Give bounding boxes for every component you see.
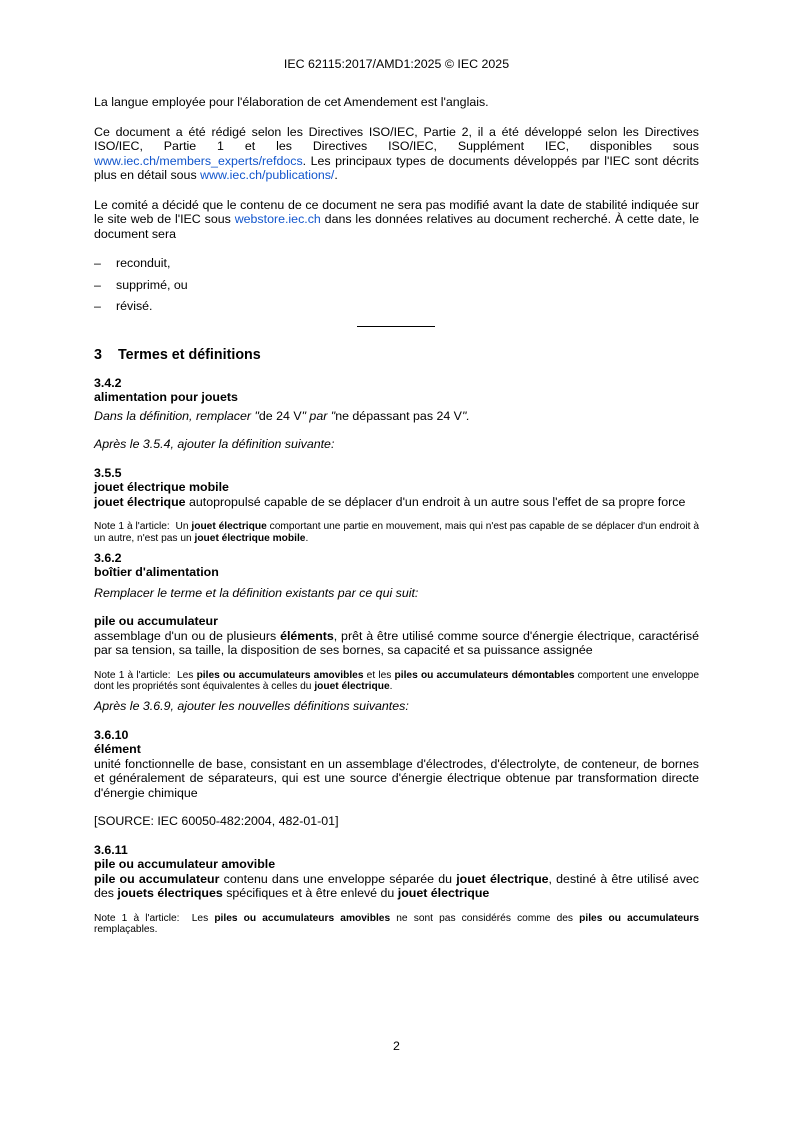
directives-paragraph: Ce document a été rédigé selon les Directives ISO/IEC, Partie 2, il a été développé selon les Directives ISO/IEC, Partie 1 et les Directives ISO/IEC, Supplément IEC, disponibles sous www.iec.ch/members_experts/refdocs. Les principaux types de documents développés par l'IEC sont décrits plus en détail sous www.iec.ch/publications/. — [94, 124, 699, 182]
page-number: 2 — [393, 1039, 400, 1053]
stability-paragraph: Le comité a décidé que le contenu de ce document ne sera pas modifié avant la date de stabilité indiquée sur le site web de l'IEC sous webstore.iec.ch dans les données relatives au document recherché. À cette date, le document sera — [94, 197, 699, 241]
term-title-3-5-5: jouet électrique mobile — [94, 480, 229, 494]
instruction-3-4-2: Dans la définition, remplacer "de 24 V" par "ne dépassant pas 24 V". — [94, 408, 470, 423]
term-number-3-5-5: 3.5.5 — [94, 465, 122, 480]
term-title-3-4-2: alimentation pour jouets — [94, 390, 238, 404]
instruction-after-3-5-4: Après le 3.5.4, ajouter la définition suivante: — [94, 437, 335, 451]
term-number-3-6-11: 3.6.11 — [94, 842, 128, 857]
definition-3-6-2: assemblage d'un ou de plusieurs éléments, prêt à être utilisé comme source d'énergie électrique, caractérisé par sa tension, sa taille, la disposition de ses bornes, sa capacité et sa puissance assignée — [94, 628, 699, 658]
publications-link[interactable]: www.iec.ch/publications/ — [200, 168, 335, 182]
note-3-6-2: Note 1 à l'article: Les piles ou accumulateurs amovibles et les piles ou accumulateurs démontables comportent une enveloppe dont les propriétés sont équivalentes à celles du jouet électrique. — [94, 669, 699, 693]
definition-3-5-5: jouet électrique autopropulsé capable de se déplacer d'un endroit à un autre sous l'effet de sa propre force — [94, 494, 686, 509]
source-3-6-10: [SOURCE: IEC 60050-482:2004, 482-01-01] — [94, 814, 339, 829]
list-item: – reconduit, — [94, 256, 171, 270]
section-heading: 3 Termes et définitions — [94, 346, 261, 363]
term-title-3-6-2: boîtier d'alimentation — [94, 565, 219, 580]
definition-3-6-11: pile ou accumulateur contenu dans une enveloppe séparée du jouet électrique, destiné à être utilisé avec des jouets électriques spécifiques et à être enlevé du jouet électrique — [94, 871, 699, 901]
instruction-3-6-2: Remplacer le terme et la définition existants par ce qui suit: — [94, 585, 419, 600]
outcome-list — [94, 256, 699, 314]
note-3-5-5: Note 1 à l'article: Un jouet électrique comportant une partie en mouvement, mais qui n'est pas capable de se déplacer d'un endroit à un autre, n'est pas un jouet électrique mobile. — [94, 521, 699, 544]
term-title-3-6-11: pile ou accumulateur amovible — [94, 857, 276, 872]
separator — [94, 322, 699, 344]
language-paragraph: La langue employée pour l'élaboration de cet Amendement est l'anglais. — [94, 95, 489, 109]
instruction-after-3-6-9: Après le 3.6.9, ajouter les nouvelles définitions suivantes: — [94, 699, 409, 714]
list-item: – supprimé, ou — [94, 277, 188, 292]
webstore-link[interactable]: webstore.iec.ch — [234, 212, 321, 226]
term-number-3-6-10: 3.6.10 — [94, 727, 129, 742]
refdocs-link[interactable]: www.iec.ch/members_experts/refdocs — [94, 153, 303, 168]
list-item: – révisé. — [94, 299, 153, 313]
definition-3-6-10: unité fonctionnelle de base, consistant en un assemblage d'électrodes, d'électrolyte, de conteneur, de bornes et généralement de séparateurs, qui est une source d'énergie électrique obtenue par transformation directe d'énergie chimique — [94, 756, 699, 800]
term-number-3-6-2: 3.6.2 — [94, 550, 122, 565]
term-title-3-6-10: élément — [94, 742, 141, 757]
page-content — [94, 95, 699, 936]
note-3-6-11: Note 1 à l'article: Les piles ou accumulateurs amovibles ne sont pas considérés comme des piles ou accumulateurs remplaçables. — [94, 912, 700, 936]
separator-line — [357, 326, 435, 327]
new-term-3-6-2: pile ou accumulateur — [94, 614, 218, 629]
term-number-3-4-2: 3.4.2 — [94, 375, 122, 390]
page-header: IEC 62115:2017/AMD1:2025 © IEC 2025 — [283, 57, 510, 71]
